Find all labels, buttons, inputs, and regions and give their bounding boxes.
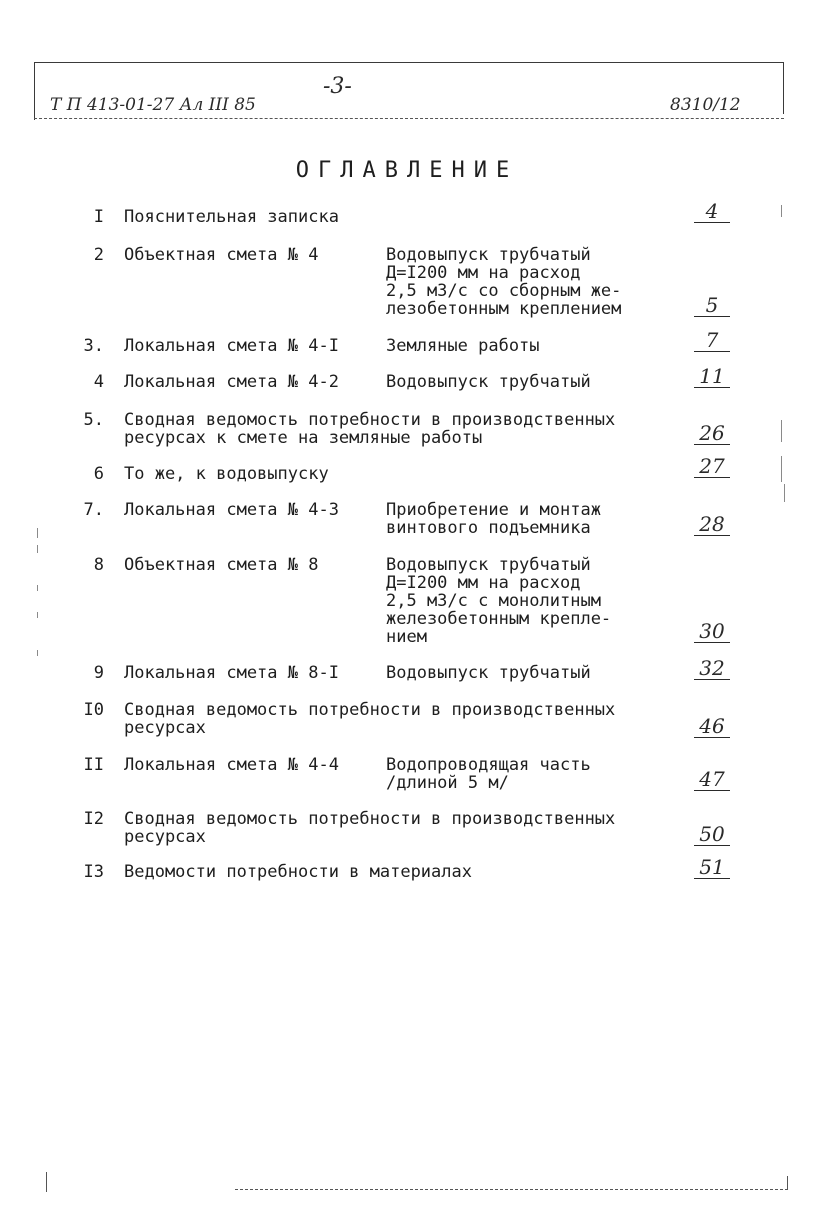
toc-item-title: Ведомости потребности в материалах (124, 862, 472, 882)
margin-mark (37, 612, 38, 618)
page-number: -3- (323, 74, 352, 99)
margin-mark (781, 205, 782, 217)
toc-item-description: Водовыпуск трубчатый Д=I200 мм на расход 2,5 м3/с с монолитным железобетонным крепле- нием (386, 555, 612, 647)
page-frame-top (34, 62, 784, 63)
page-frame-left (34, 62, 35, 120)
toc-item-title: То же, к водовыпуску (124, 464, 329, 484)
toc-item-page: 28 (694, 515, 730, 536)
margin-mark (784, 484, 785, 502)
toc-item-title: Сводная ведомость потребности в производственных ресурсах (124, 700, 616, 738)
bottom-corner-mark (787, 1176, 788, 1190)
margin-mark (37, 585, 38, 591)
document-code: Т П 413-01-27 Ал III 85 (50, 95, 256, 115)
margin-mark (781, 420, 782, 442)
toc-item-description: Приобретение и монтаж винтового подъемника (386, 500, 601, 538)
toc-item-description: Водовыпуск трубчатый Д=I200 мм на расход 2,5 м3/с со сборным же- лезобетонным креплением (386, 245, 622, 319)
document-reference: 8310/12 (670, 95, 741, 115)
page-frame-right (783, 62, 784, 114)
toc-item-title: Пояснительная записка (124, 207, 339, 227)
toc-item-description: Водопроводящая часть /длиной 5 м/ (386, 755, 591, 793)
toc-item-page: 50 (694, 825, 730, 846)
toc-item-page: 47 (694, 770, 730, 791)
toc-item-title: Объектная смета № 4 (124, 245, 319, 265)
toc-item-description: Водовыпуск трубчатый (386, 663, 591, 683)
margin-mark (781, 456, 782, 482)
toc-item-number: I0 (83, 700, 104, 720)
toc-item-description: Водовыпуск трубчатый (386, 372, 591, 392)
toc-item-page: 32 (694, 659, 730, 680)
bottom-rule (235, 1189, 788, 1190)
toc-item-title: Сводная ведомость потребности в производственных ресурсах (124, 809, 616, 847)
toc-item-title: Локальная смета № 4-4 (124, 755, 339, 775)
margin-mark (37, 650, 38, 656)
toc-item-page: 26 (694, 424, 730, 445)
toc-item-page: 5 (694, 296, 730, 317)
toc-item-page: 11 (694, 367, 730, 388)
toc-item-description: Земляные работы (386, 336, 540, 356)
toc-item-title: Объектная смета № 8 (124, 555, 319, 575)
toc-item-number: 2 (93, 245, 104, 265)
toc-item-title: Локальная смета № 4-2 (124, 372, 339, 392)
toc-item-number: 7. (83, 500, 104, 520)
toc-item-number: I (93, 207, 104, 227)
toc-item-title: Локальная смета № 4-I (124, 336, 339, 356)
toc-item-number: 9 (93, 663, 104, 683)
toc-item-number: 3. (83, 336, 104, 356)
margin-mark (37, 528, 38, 538)
toc-item-page: 51 (694, 858, 730, 879)
toc-item-page: 30 (694, 622, 730, 643)
bottom-left-mark (46, 1172, 47, 1192)
margin-mark (37, 545, 38, 553)
header-rule (34, 118, 784, 119)
toc-item-page: 7 (694, 331, 730, 352)
toc-item-title: Локальная смета № 4-3 (124, 500, 339, 520)
toc-item-number: I3 (83, 862, 104, 882)
toc-item-number: 5. (83, 410, 104, 430)
toc-item-title: Сводная ведомость потребности в производственных ресурсах к смете на земляные работы (124, 410, 616, 448)
toc-item-page: 4 (694, 202, 730, 223)
toc-item-number: 4 (93, 372, 104, 392)
toc-item-number: I2 (83, 809, 104, 829)
toc-item-title: Локальная смета № 8-I (124, 663, 339, 683)
toc-item-number: 8 (93, 555, 104, 575)
toc-item-page: 46 (694, 717, 730, 738)
toc-item-number: 6 (93, 464, 104, 484)
toc-item-number: II (83, 755, 104, 775)
page-title: ОГЛАВЛЕНИЕ (295, 158, 519, 183)
toc-item-page: 27 (694, 457, 730, 478)
